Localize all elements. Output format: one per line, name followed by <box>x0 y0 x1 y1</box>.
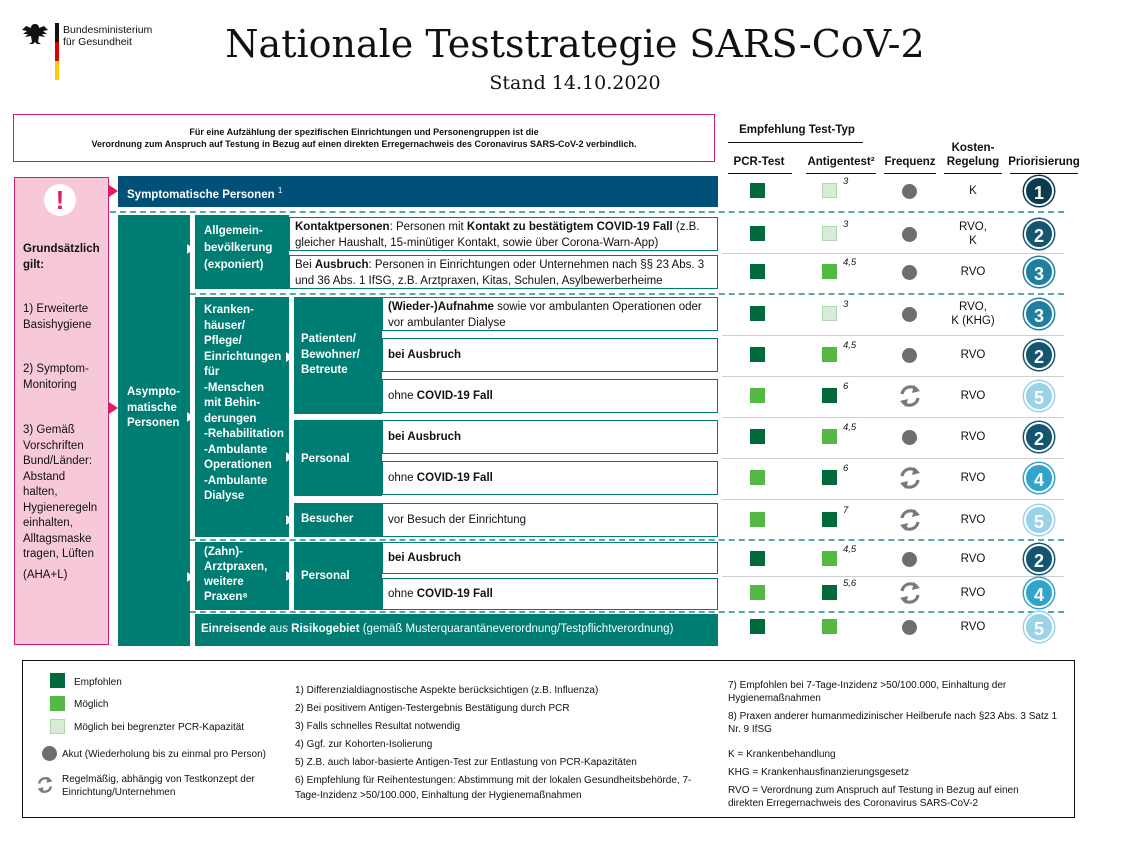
column-group-header: Empfehlung Test-Typ <box>739 124 855 136</box>
kosten-cell <box>938 471 1008 485</box>
antigen-square <box>822 551 837 566</box>
antigen-square <box>822 264 837 279</box>
antigen-footnote: 5,6 <box>843 578 857 589</box>
priority-badge: 5 <box>1024 612 1054 642</box>
column-pcr: PCR-Test <box>733 156 785 168</box>
pcr-square <box>750 264 765 279</box>
kosten-text: K <box>969 185 977 197</box>
antigen-square <box>822 226 837 241</box>
pcr-square <box>750 429 765 444</box>
principle-3: 3) Gemäß Vorschriften Bund/Länder: Abstand halten, Hygieneregeln einhalten, Alltagsmaske tragen, Lüften <box>23 424 98 560</box>
priority-badge: 3 <box>1024 299 1054 329</box>
priority-badge: 2 <box>1024 219 1054 249</box>
page-subtitle: Stand 14.10.2020 <box>489 72 661 94</box>
kosten-text: RVO, <box>959 221 987 233</box>
kosten-cell <box>938 389 1008 403</box>
desc-patienten-ausbruch: bei Ausbruch <box>382 338 718 372</box>
kosten-text: RVO <box>960 266 986 278</box>
akut-dot-icon <box>902 307 917 322</box>
kosten-text: K <box>969 235 977 247</box>
pcr-square <box>750 619 765 634</box>
antigen-footnote: 4,5 <box>843 257 857 268</box>
kosten-text: RVO <box>960 514 986 526</box>
antigen-square <box>822 388 837 403</box>
personal-praxen-box: Personal <box>294 542 382 610</box>
pcr-square <box>750 585 765 600</box>
column-kosten: Kosten- Regelung <box>946 142 1000 168</box>
antigen-square <box>822 619 837 634</box>
antigen-square <box>822 183 837 198</box>
desc-personal-ohne: ohne COVID-19 Fall <box>382 461 718 495</box>
pcr-square <box>750 512 765 527</box>
principle-1: 1) Erweiterte Basishygiene <box>23 303 92 331</box>
symptomatic-bar: Symptomatische Personen $^1$ <box>118 176 718 207</box>
legend-moeglich-swatch <box>50 696 65 711</box>
page-title: Nationale Teststrategie SARS-CoV-2 <box>225 22 925 66</box>
desc-kontakt: Kontaktpersonen: Personen mit Kontakt zu bestätigtem COVID-19 Fall (z.B. gleicher Haushalt, 15-minütiger Kontakt, sowie über Corona-Warn-App) <box>289 217 718 251</box>
antigen-footnote: 3 <box>843 219 849 230</box>
pcr-square <box>750 226 765 241</box>
legend-regel-label: Regelmäßig, abhängig von Testkonzept der Einrichtung/Unternehmen <box>62 774 255 798</box>
desc-personal-ausbruch: bei Ausbruch <box>382 420 718 454</box>
pcr-square <box>750 551 765 566</box>
praxen-box: (Zahn)- Arztpraxen, weitere Praxen⁸ <box>195 542 289 610</box>
desc-praxen-ohne: ohne COVID-19 Fall <box>382 578 718 610</box>
kosten-text: RVO <box>960 390 986 402</box>
kosten-text: RVO, <box>959 301 987 313</box>
akut-dot-icon <box>902 348 917 363</box>
antigen-square <box>822 470 837 485</box>
priority-badge: 4 <box>1024 578 1054 608</box>
personal-box: Personal <box>294 420 382 496</box>
kosten-text: RVO <box>960 587 986 599</box>
legend-footnotes: 1) Differenzialdiagnostische Aspekte berücksichtigen (z.B. Influenza) 2) Bei positivem Antigen-Testergebnis Bestätigung durch PCR 3) Falls schnelles Resultat notwendig 4) Ggf. zur Kohorten-Isolierung 5) Z.B. auch labor-basierte Antigen-Test zur Entlastung von PCR-Kapazitäten 6) Empfehlung für Reihentestungen: Abstimmung mit der lokalen Gesundheitsbehörde, 7- Tage-Inzidenz >50/100.000, Einhaltung der Hygienemaßnahmen <box>295 685 692 801</box>
cycle-icon <box>895 505 925 535</box>
exclamation-icon: ! <box>44 184 76 216</box>
principle-2: 2) Symptom- Monitoring <box>23 363 89 391</box>
priority-badge: 2 <box>1024 422 1054 452</box>
legend-begrenzt-swatch <box>50 719 65 734</box>
kosten-text: RVO <box>960 621 986 633</box>
pcr-square <box>750 183 765 198</box>
desc-aufnahme: (Wieder-)Aufnahme sowie vor ambulanten Operationen oder vor ambulanter Dialyse <box>382 297 718 331</box>
kosten-cell <box>938 586 1008 600</box>
legend-moeglich-label: Möglich <box>74 699 109 710</box>
legend-akut-label: Akut (Wiederholung bis zu einmal pro Person) <box>62 749 266 760</box>
antigen-footnote: 4,5 <box>843 422 857 433</box>
antigen-footnote: 7 <box>843 505 849 516</box>
kosten-cell <box>938 513 1008 527</box>
kranken-box: Kranken- häuser/ Pflege/ Einrichtungen für -Menschen mit Behin- derungen -Rehabilitation -Ambulante Operationen -Ambulante Dialyse <box>195 297 289 537</box>
patienten-box: Patienten/ Bewohner/ Betreute <box>294 297 382 414</box>
legend-cycle-icon <box>34 774 56 796</box>
cycle-icon <box>895 578 925 608</box>
column-frequenz: Frequenz <box>884 156 936 168</box>
priority-badge: 5 <box>1024 381 1054 411</box>
legend-empfohlen-label: Empfohlen <box>74 677 122 688</box>
kosten-cell <box>938 300 1008 328</box>
legend-footnotes-right: 7) Empfohlen bei 7-Tage-Inzidenz >50/100.000, Einhaltung der Hygienemaßnahmen 8) Praxen anderer humanmedizinischer Heilberufe nach §23 Abs. 3 Satz 1 Nr. 9 IfSG K = Krankenbehandlung KHG = Krankenhausfinanzierungsgesetz RVO = Verordnung zum Anspruch auf Testung in Bezug auf einen direkten Erregernachweis des Coronavirus SARS-CoV-2 <box>728 680 1058 809</box>
kosten-text: K (KHG) <box>951 315 995 327</box>
antigen-square <box>822 347 837 362</box>
antigen-footnote: 4,5 <box>843 340 857 351</box>
besucher-box: Besucher <box>294 503 382 537</box>
akut-dot-icon <box>902 430 917 445</box>
pcr-square <box>750 388 765 403</box>
principle-aha: (AHA+L) <box>23 569 68 581</box>
desc-praxen-ausbruch: bei Ausbruch <box>382 542 718 574</box>
cycle-icon <box>895 463 925 493</box>
priority-badge: 4 <box>1024 463 1054 493</box>
asymptomatic-label: Asympto- matische Personen <box>127 386 181 429</box>
priority-badge: 3 <box>1024 257 1054 287</box>
antigen-footnote: 6 <box>843 381 849 392</box>
desc-patienten-ohne: ohne COVID-19 Fall <box>382 379 718 413</box>
pcr-square <box>750 470 765 485</box>
kosten-text: RVO <box>960 431 986 443</box>
kosten-cell <box>938 430 1008 444</box>
desc-ausbruch: Bei Ausbruch: Personen in Einrichtungen oder Unternehmen nach §§ 23 Abs. 3 und 36 Abs. 1 IfSG, z.B. Arztpraxen, Kitas, Schulen, Asylbewerberheime <box>289 255 718 289</box>
regulation-note: Für eine Aufzählung der spezifischen Einrichtungen und Personengruppen ist die Verordnung zum Anspruch auf Testung in Bezug auf einen direkten Erregernachweis des Coronavirus SARS-CoV-2 verbindlich. <box>13 114 715 162</box>
kosten-cell <box>938 348 1008 362</box>
legend-begrenzt-label: Möglich bei begrenzter PCR-Kapazität <box>74 722 245 733</box>
priority-badge: 2 <box>1024 340 1054 370</box>
priority-badge: 1 <box>1024 176 1054 206</box>
akut-dot-icon <box>902 265 917 280</box>
priority-badge: 5 <box>1024 505 1054 535</box>
kosten-text: RVO <box>960 472 986 484</box>
priority-badge: 2 <box>1024 544 1054 574</box>
akut-dot-icon <box>902 184 917 199</box>
antigen-square <box>822 429 837 444</box>
antigen-footnote: 6 <box>843 463 849 474</box>
legend-akut-dot-icon <box>42 746 57 761</box>
kosten-text: RVO <box>960 349 986 361</box>
pcr-square <box>750 306 765 321</box>
akut-dot-icon <box>902 552 917 567</box>
antigen-footnote: 3 <box>843 176 849 187</box>
column-prio: Priorisierung <box>1008 156 1080 168</box>
antigen-square <box>822 512 837 527</box>
cycle-icon <box>895 381 925 411</box>
antigen-square <box>822 585 837 600</box>
einreisende-bar: Einreisende aus Risikogebiet (gemäß Musterquarantäneverordnung/Testpflichtverordnung) <box>195 614 718 646</box>
kosten-cell <box>938 265 1008 279</box>
legend-empfohlen-swatch <box>50 673 65 688</box>
principles-heading: Grundsätzlich gilt: <box>23 243 100 271</box>
kosten-text: RVO <box>960 553 986 565</box>
kosten-cell <box>938 220 1008 248</box>
akut-dot-icon <box>902 227 917 242</box>
antigen-footnote: 4,5 <box>843 544 857 555</box>
kosten-cell <box>938 184 1008 198</box>
kosten-cell <box>938 620 1008 634</box>
ministry-name: Bundesministerium für Gesundheit <box>63 24 153 48</box>
allgemein-box: Allgemein- bevölkerung (exponiert) <box>195 215 289 289</box>
akut-dot-icon <box>902 620 917 635</box>
antigen-square <box>822 306 837 321</box>
kosten-cell <box>938 552 1008 566</box>
desc-besucher: vor Besuch der Einrichtung <box>382 503 718 537</box>
antigen-footnote: 3 <box>843 299 849 310</box>
column-antigen: Antigentest² <box>807 156 875 168</box>
pcr-square <box>750 347 765 362</box>
